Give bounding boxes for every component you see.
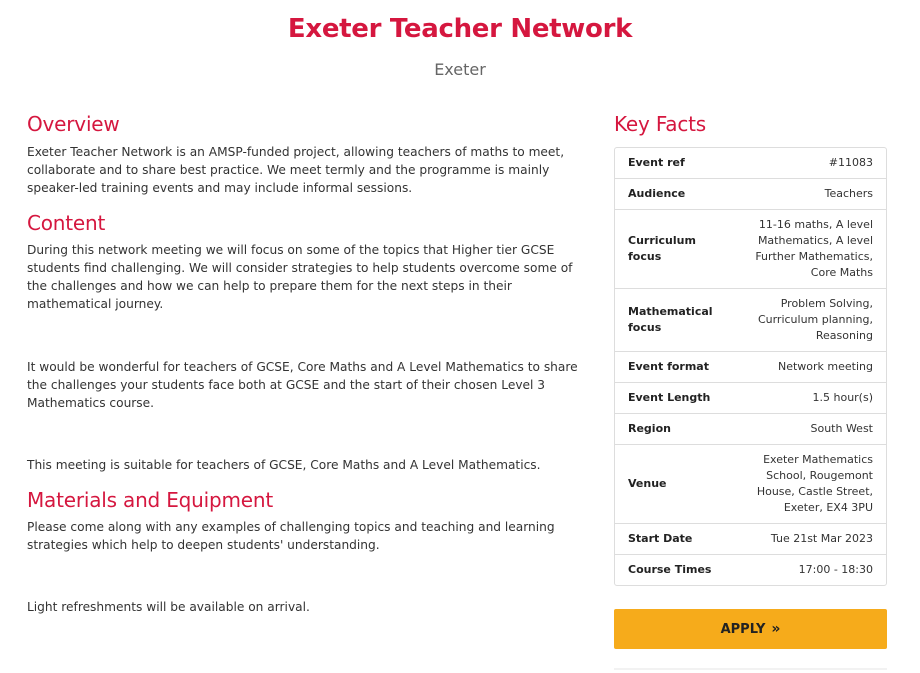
key-facts-heading: Key Facts (614, 112, 706, 136)
content-paragraph: This meeting is suitable for teachers of GCSE, Core Maths and A Level Mathematics. (27, 458, 541, 472)
fact-value: Network meeting (726, 352, 886, 383)
apply-button[interactable] (614, 609, 887, 649)
main-content (27, 112, 595, 616)
table-row (615, 414, 886, 445)
materials-heading: Materials and Equipment (27, 488, 273, 512)
page-title: Exeter Teacher Network (287, 14, 633, 44)
materials-paragraph: Light refreshments will be available on arrival. (27, 600, 310, 614)
key-facts-panel (614, 112, 887, 586)
fact-label: Curriculum focus (615, 210, 726, 289)
fact-label: Course Times (628, 563, 712, 576)
apply-button-label: APPLY (720, 621, 766, 637)
fact-value: Problem Solving, Curriculum planning, Reasoning (726, 289, 886, 352)
fact-label: Start Date (615, 524, 726, 555)
content-paragraph: During this network meeting we will focus on some of the topics that Higher tier GCSE students find challenging. We will consider strategies to help students overcome some of the challenges and how we can help to prepare them for the next steps in their mathematical journey. (27, 243, 573, 311)
fact-value: #11083 (726, 148, 886, 179)
fact-value: 1.5 hour(s) (726, 383, 886, 414)
fact-value: 11-16 maths, A level Mathematics, A level Further Mathematics, Core Maths (726, 210, 886, 289)
content-paragraph: It would be wonderful for teachers of GCSE, Core Maths and A Level Mathematics to share the challenges your students face both at GCSE and the start of their chosen Level 3 Mathematics course. (27, 360, 578, 410)
page-subtitle: Exeter (434, 60, 486, 79)
fact-value: Teachers (726, 179, 886, 210)
key-facts-table (614, 147, 887, 586)
materials-paragraph: Please come along with any examples of challenging topics and teaching and learning strategies which help to deepen students' understanding. (27, 520, 555, 552)
fact-label: Event format (615, 352, 726, 383)
content-heading: Content (27, 211, 106, 235)
table-row (615, 148, 886, 179)
double-chevron-right-icon: » (771, 621, 781, 637)
table-row (615, 352, 886, 383)
fact-value: 17:00 - 18:30 (798, 563, 873, 576)
divider (614, 668, 887, 670)
table-row (615, 289, 886, 352)
overview-heading: Overview (27, 112, 120, 136)
table-row (615, 524, 886, 555)
table-row (615, 555, 886, 585)
fact-label: Audience (615, 179, 726, 210)
fact-label: Event ref (615, 148, 726, 179)
table-row (615, 179, 886, 210)
fact-label: Region (615, 414, 726, 445)
fact-value: Exeter Mathematics School, Rougemont House, Castle Street, Exeter, EX4 3PU (726, 445, 886, 524)
fact-value: Tue 21st Mar 2023 (726, 524, 886, 555)
fact-label: Venue (615, 445, 726, 524)
table-row (615, 445, 886, 524)
fact-label: Event Length (615, 383, 726, 414)
overview-text: Exeter Teacher Network is an AMSP-funded project, allowing teachers of maths to meet, collaborate and to share best practice. We meet termly and the programme is mainly speaker-led training events and may include informal sessions. (27, 145, 565, 195)
table-row (615, 383, 886, 414)
table-row (615, 210, 886, 289)
fact-label: Mathematical focus (615, 289, 726, 352)
fact-value: South West (726, 414, 886, 445)
